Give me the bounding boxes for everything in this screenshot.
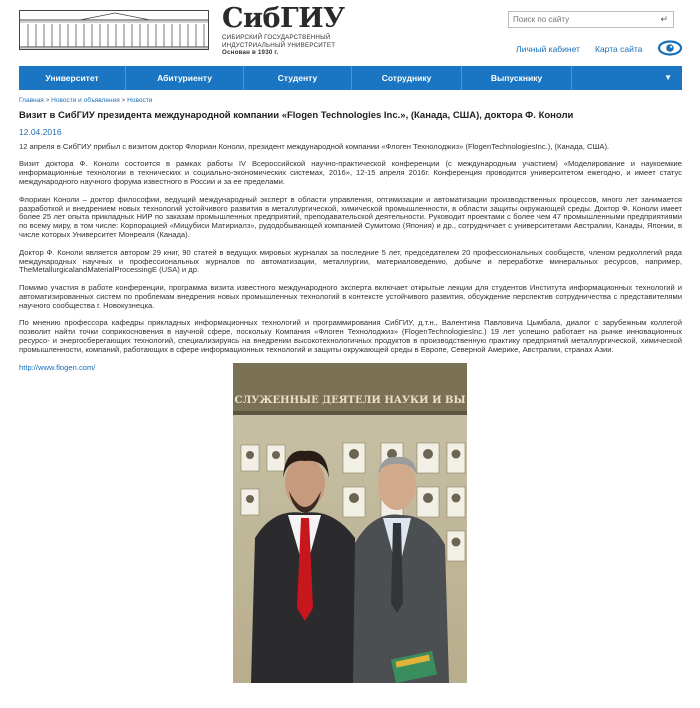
breadcrumb-current[interactable]: Новости bbox=[127, 97, 153, 104]
article-date: 12.04.2016 bbox=[19, 127, 62, 137]
breadcrumb-separator: > bbox=[121, 97, 126, 104]
brand-subtitle-2: ИНДУСТРИАЛЬНЫЙ УНИВЕРСИТЕТ bbox=[222, 41, 336, 49]
article-paragraph: Помимо участия в работе конференции, программа визита известного международного эксперта включает открытые лекции для студентов Института информационных технологий и автоматизированных систем по проблемам внедрения новых промышленных технологий в контексте устойчивого развития, обсуждение перспектив сотрудничества с представителями научного сообщества г. Новокузнецка. bbox=[19, 282, 682, 310]
photo-banner-text: СЛУЖЕННЫЕ ДЕЯТЕЛИ НАУКИ И ВЫ bbox=[234, 395, 466, 406]
site-header bbox=[0, 0, 700, 66]
article-title: Визит в СибГИУ президента международной компании «Flogen Technologies Inc.», (Канада, США), доктора Ф. Коноли bbox=[19, 110, 574, 121]
sitemap-link[interactable]: Карта сайта bbox=[595, 44, 643, 54]
brand[interactable] bbox=[222, 4, 362, 57]
personal-cabinet-link[interactable]: Личный кабинет bbox=[516, 44, 580, 54]
breadcrumb-home[interactable]: Главная bbox=[19, 97, 44, 104]
visually-impaired-eye-icon[interactable] bbox=[658, 40, 682, 56]
university-building-logo[interactable] bbox=[19, 10, 209, 50]
brand-subtitle-1: СИБИРСКИЙ ГОСУДАРСТВЕННЫЙ bbox=[222, 34, 331, 41]
article-paragraph: По мнению профессора кафедры прикладных информационных технологий и программирования СибГИУ, д.т.н., Валентина Павловича Цымбала, диалог с зарубежным коллегой позволит найти точки соприкосновения в научной сфере, поскольку Компания «Флоген Технолоджиз» (FlogenTechnologiesInc.) 19 лет успешно работает на рынке инновационных ресурсо- и энергосберегающих технологий, специализируясь на внедрении высокотехнологичных продуктов в производственную практику предприятий металлургической, химической промышленности, компаний, работающих в сфере информационных технологий и защиты окружающей среды в Европе, Северной Америке, Австралии, странах Азии. bbox=[19, 318, 682, 354]
nav-item-employee[interactable]: Сотруднику bbox=[352, 66, 462, 90]
breadcrumb-separator: > bbox=[45, 97, 50, 104]
article-body bbox=[19, 143, 682, 372]
main-nav bbox=[19, 66, 682, 90]
nav-item-graduate[interactable]: Выпускнику bbox=[462, 66, 572, 90]
breadcrumb bbox=[19, 97, 152, 104]
article-paragraph: Доктор Ф. Коноли является автором 29 книг, 90 статей в ведущих мировых журналах за последние 5 лет, председателем 20 профессиональных сообществ, членом редколлегий ряда международных научных и профессиональных журналов по автоматизации, металлургии, материаловедению, добыче и переработке минеральных ресурсов, например, TheMetallurgicalandMaterialProcessingE (USA) и др. bbox=[19, 247, 682, 275]
nav-item-student[interactable]: Студенту bbox=[244, 66, 352, 90]
flogen-link[interactable]: http://www.flogen.com/ bbox=[19, 363, 96, 373]
search-box bbox=[508, 11, 674, 28]
article-paragraph: 12 апреля в СибГИУ прибыл с визитом доктор Флориан Коноли, президент международной компании «Флоген Технолоджиз» (FlogenTechnologiesInc.), (Канада, США). bbox=[19, 142, 610, 151]
nav-item-applicant[interactable]: Абитуриенту bbox=[126, 66, 244, 90]
brand-founded: Основан в 1930 г. bbox=[222, 49, 279, 56]
nav-item-university[interactable]: Университет bbox=[19, 66, 126, 90]
article-paragraph: Визит доктора Ф. Коноли состоится в рамках работы IV Всероссийской научно-практической конференции (с международным участием) «Моделирование и наукоемкие информационные технологии в технических и социально-экономических системах, 2016», 12-15 апреля 2016г. Конференция проводится университетом ежегодно, и имеет статус международного научного форума известного в России и за ее пределами. bbox=[19, 159, 682, 187]
nav-more-icon[interactable]: ▼ bbox=[664, 73, 672, 82]
article-paragraph: Флориан Коноли – доктор философии, ведущий международный эксперт в области управления, оптимизации и автоматизации производственных процессов, много лет занимается разработкой и внедрением новых технологий устойчивого развития в металлургической, химической промышленности, в области защиты окружающей среды. Доктор Ф. Коноли имеет более 25 лет опыта прикладных НИР по заказам промышленных предприятий, преподавательской деятельности. Руководит проектами с более чем 47 промышленными предприятиями по всему миру, в том числе: Корпорацией «Мицубиси Матириалз», рудодобывающей компанией Сумитомо (Япония) и др., сотрудничает с университетами Австралии, Канады, Японии, в числе которых Университет Монреаля (Канада). bbox=[19, 194, 682, 240]
brand-name: СибГИУ bbox=[222, 3, 345, 34]
enter-icon[interactable]: ↵ bbox=[660, 14, 668, 24]
search-input[interactable] bbox=[509, 12, 649, 27]
breadcrumb-section[interactable]: Новости и объявления bbox=[51, 97, 120, 104]
article-photo bbox=[233, 363, 467, 683]
